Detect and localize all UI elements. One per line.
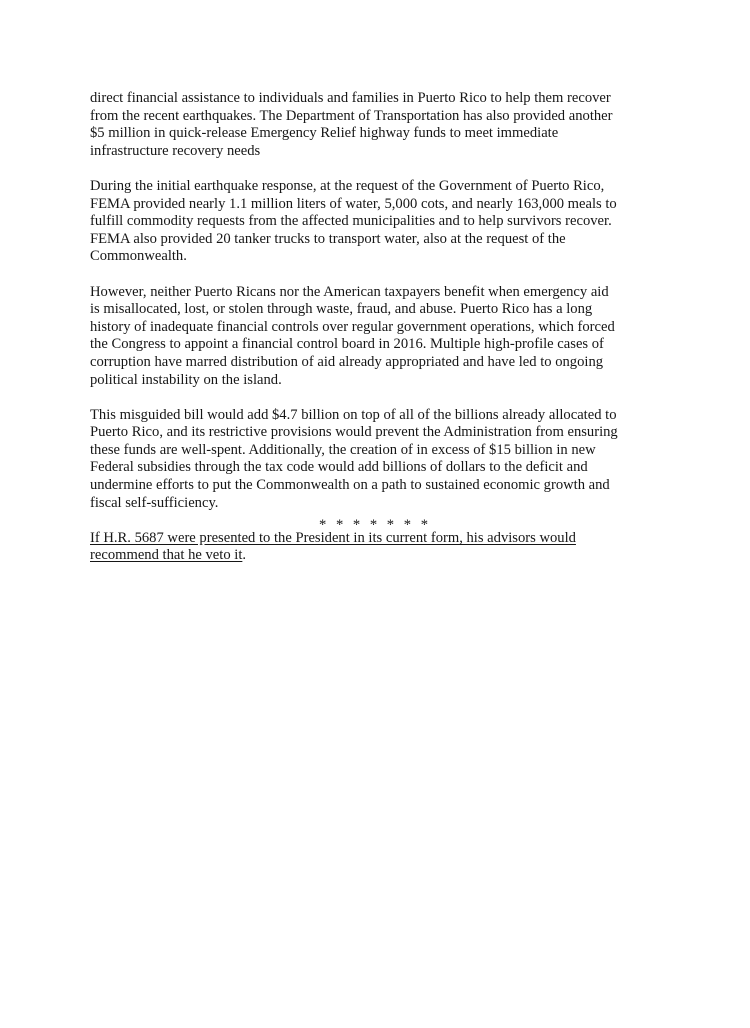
paragraph-misguided-bill: This misguided bill would add $4.7 billion on top of all of the billions already allocated to Puerto Rico, and its restrictive provisions would prevent the Administration from ensuring these funds are well-spent. Additionally, the creation of in excess of $15 billion in new Federal subsidies through the tax code would add billions of dollars to the deficit and undermine efforts to put the Commonwealth on a path to sustained economic growth and fiscal self-sufficiency. xyxy=(90,406,618,511)
paragraph-veto-recommendation xyxy=(90,530,660,565)
end-separator: * * * * * * * xyxy=(319,517,431,533)
paragraph-earthquake-response: During the initial earthquake response, at the request of the Government of Puerto Rico, FEMA provided nearly 1.1 million liters of water, 5,000 cots, and nearly 163,000 meals to fulfill commodity requests from the affected municipalities and to help survivors recover. FEMA also provided 20 tanker trucks to transport water, also at the request of the Commonwealth. xyxy=(90,177,617,265)
veto-statement-underlined: If H.R. 5687 were presented to the President in its current form, his advisors would recommend that he veto it xyxy=(90,529,576,564)
document-body xyxy=(90,90,660,583)
paragraph-assistance: direct financial assistance to individuals and families in Puerto Rico to help them recover from the recent earthquakes. The Department of Transportation has also provided another $5 million in quick-release Emergency Relief highway funds to meet immediate infrastructure recovery needs xyxy=(90,90,613,159)
paragraph-misallocation: However, neither Puerto Ricans nor the American taxpayers benefit when emergency aid is misallocated, lost, or stolen through waste, fraud, and abuse. Puerto Rico has a long history of inadequate financial controls over regular government operations, which forced the Congress to appoint a financial control board in 2016. Multiple high-profile cases of corruption have marred distribution of aid already appropriated and have led to ongoing political instability on the island. xyxy=(90,283,615,388)
veto-statement-period: . xyxy=(242,547,247,564)
